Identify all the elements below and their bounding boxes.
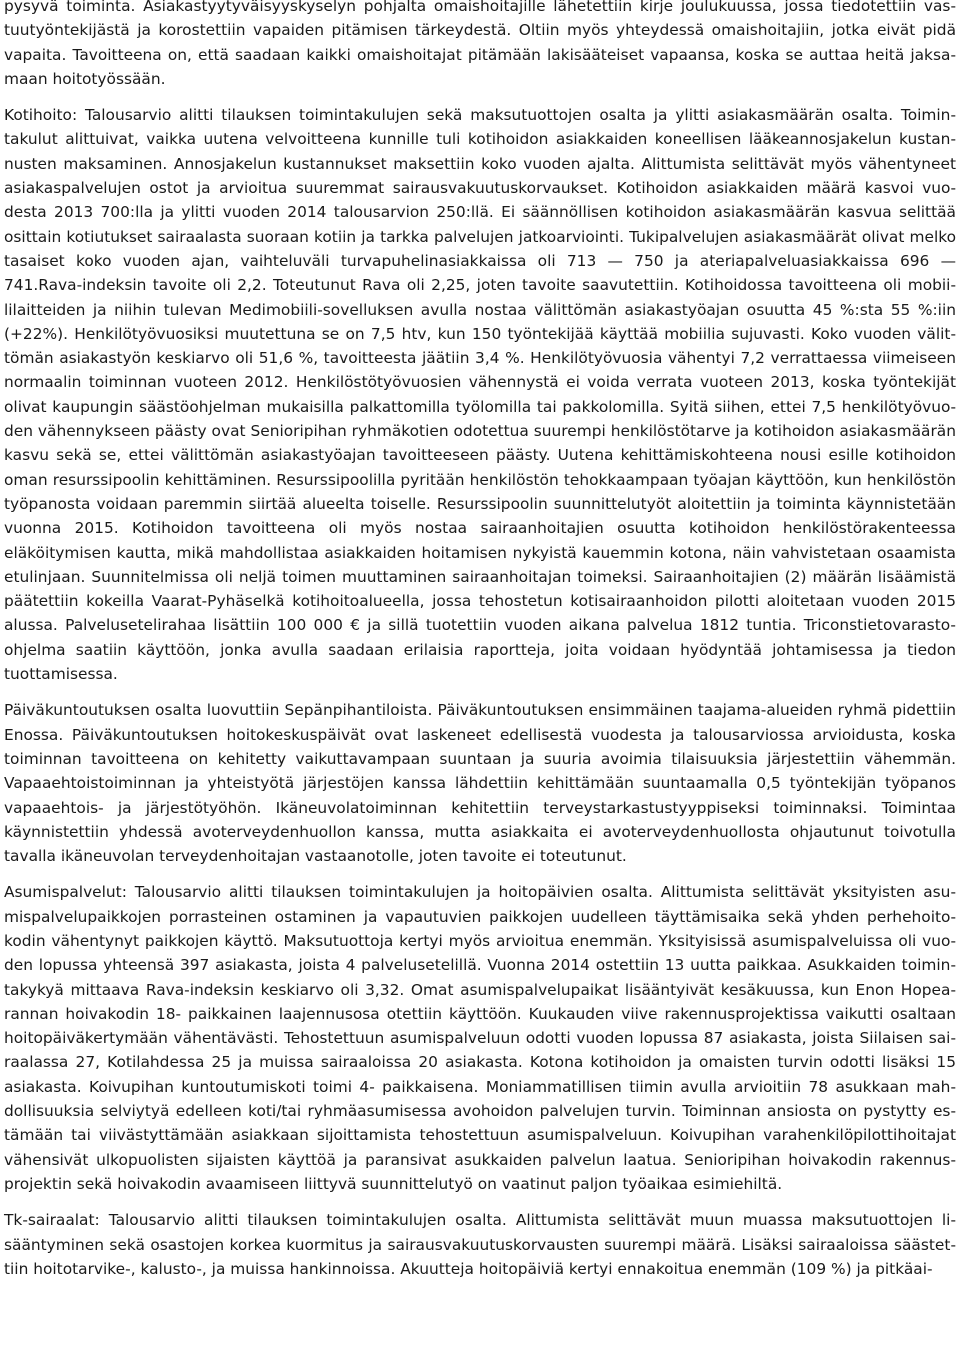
paragraph-omaishoito: pysyvä toiminta. Asiakastyytyväisyyskyselyn pohjalta omaishoitajille lähetettiin kirje joulukuussa, jossa tiedotettiin vastuutyöntekijästä ja korostettiin vapaiden pitämisen tärkeydestä. Oltiin myös yhteydessä omaishoitajiin, jotka eivät pidä vapaita. Tavoitteena on, että saadaan kaikki omaishoitajat pitämään lakisääteiset vapaansa, koska se auttaa heitä jaksamaan hoitotyössään. xyxy=(4,0,956,88)
paragraph-kotihoito: Kotihoito: Talousarvio alitti tilauksen toimintakulujen sekä maksutuottojen osalta ja ylitti asiakasmäärän osalta. Toimintakulut alittuivat, vaikka uutena velvoitteena kunnille tuli kotihoidon asiakkaiden koneellisen lääkeannosjakelun kustannusten maksaminen. Annosjakelun kustannukset maksettiin koko vuoden ajalta. Alittumista selittävät myös vähentyneet asiakaspalvelujen ostot ja arvioitua suuremmat sairausvakuutuskorvaukset. Kotihoidon asiakkaiden määrä kasvoi vuodesta 2013 700:lla ja ylitti vuoden 2014 talousarvion 250:llä. Ei säännöllisen kotihoidon asiakasmäärän kasvua selittää osittain kotiutukset sairaalasta suoraan kotiin ja tarkka palvelujen jatkoarviointi. Tukipalvelujen asiakasmäärät olivat melko tasaiset koko vuoden ajan, vaihteluväli turvapuhelinasiakkaissa oli 713 — 750 ja ateriapalveluasiakkaissa 696 — 741.Rava-indeksin tavoite oli 2,2. Toteutunut Rava oli 2,25, joten tavoite saavutettiin. Kotihoidossa tavoitteena oli mobiililaitteiden ja niihin tulevan Medimobiili-sovelluksen avulla nostaa välittömän asiakastyöajan osuutta 45 %:sta 55 %:iin (+22%). Henkilötyövuosiksi muutettuna se on 7,5 htv, kun 150 työntekijää käyttää mobiilia sujuvasti. Koko vuoden välittömän asiakastyön keskiarvo oli 51,6 %, tavoitteesta jäätiin 3,4 %. Henkilötyövuosia vähentyi 7,2 verrattaessa viimeiseen normaalin toiminnan vuoteen 2012. Henkilöstötyövuosien vähennystä ei voida verrata vuoteen 2013, koska työntekijät olivat kaupungin säästöohjelman mukaisilla palkattomilla työlomilla tai pakkolomilla. Syitä siihen, ettei 7,5 henkilötyövuoden vähennykseen päästy ovat Senioripihan ryhmäkotien odotettua suurempi henkilöstötarve ja kotihoidon asiakasmäärän kasvu sekä se, ettei välittömän asiakastyöajan tavoitteeseen päästy. Uutena kehittämiskohteena nousi esille kotihoidon oman resurssipoolin kehittäminen. Resurssipoolilla pyritään henkilöstön tehokkaampaan työajan käyttöön, kun henkilöstön työpanosta voidaan paremmin siirtää alueelta toiselle. Resurssipoolin suunnittelutyöt aloitettiin ja toiminta käynnistetään vuonna 2015. Kotihoidon tavoitteena oli myös nostaa sairaanhoitajien osuutta kotihoidon henkilöstörakenteessa eläköitymisen kautta, mikä mahdollistaa asiakkaiden hoitamisen nykyistä kauemmin kotona, näin vahvistetaan osaamista etulinjaan. Suunnitelmissa oli neljä toimen muuttaminen sairaanhoitajan toimeksi. Sairaanhoitajien (2) määrän lisäämistä päätettiin kokeilla Vaarat-Pyhäselkä kotihoitoalueella, jossa tehostetun kotisairaanhoidon pilotti aloitetaan vuoden 2015 alussa. Palvelusetelirahaa lisättiin 100 000 € ja sillä tuotettiin vuoden aikana palvelua 1812 tuntia. Triconstietovarasto-ohjelma saatiin käyttöön, jonka avulla saadaan erilaisia raportteja, joita voidaan hyödyntää johtamisessa ja tiedon tuottamisessa. xyxy=(4,106,956,684)
document-page xyxy=(4,0,956,1293)
paragraph-tk-sairaalat: Tk-sairaalat: Talousarvio alitti tilauksen toimintakulujen osalta. Alittumista selittävät muun muassa maksutuottojen lisääntyminen sekä osastojen korkea kuormitus ja sairausvakuutuskorvausten suurempi määrä. Lisäksi sairaaloissa säästettiin hoitotarvike-, kalusto-, ja muissa hankinnoissa. Akuutteja hoitopäiviä kertyi ennakoitua enemmän (109 %) ja pitkäai- xyxy=(4,1211,956,1278)
paragraph-asumispalvelut: Asumispalvelut: Talousarvio alitti tilauksen toimintakulujen ja hoitopäivien osalta. Alittumista selittävät yksityisten asumispalvelupaikkojen porrasteinen ostaminen ja vapautuvien paikkojen uudelleen täyttämisaika sekä yhden perhehoitokodin vähentynyt paikkojen käyttö. Maksutuottoja kertyi myös arvioitua enemmän. Yksityisissä asumispalveluissa oli vuoden lopussa yhteensä 397 asiakasta, joista 4 palvelusetelillä. Vuonna 2014 ostettiin 13 uutta paikkaa. Asukkaiden toimintakykyä mittaava Rava-indeksin keskiarvo oli 3,32. Omat asumispalvelupaikat lisääntyivät kesäkuussa, kun Enon Hopearannan hoivakodin 18- paikkainen laajennusosa otettiin käyttöön. Kuukauden viive rakennusprojektissa vaikutti osaltaan hoitopäiväkertymään vähentävästi. Tehostettuun asumispalveluun odotti vuoden lopussa 87 asiakasta, joista Siilaisen sairaalassa 27, Kotilahdessa 25 ja muissa sairaaloissa 20 asiakasta. Kotona kotihoidon ja omaisten turvin odotti lisäksi 15 asiakasta. Koivupihan kuntoutumiskoti toimi 4- paikkaisena. Moniammatillisen tiimin avulla arvioitiin 78 asukkaan mahdollisuuksia selviytyä edelleen koti/tai ryhmäasumisessa avohoidon palvelujen turvin. Toiminnan ansiosta on pystytty estämään tai viivästyttämään asiakkaan sijoittamista tehostettuun asumispalveluun. Koivupihan varahenkilöpilottihoitajat vähensivät ulkopuolisten sijaisten käyttöä ja paransivat asukkaiden palvelun laatua. Senioripihan hoivakodin rakennusprojektin sekä hoivakodin avaamiseen liittyvä suunnittelutyö on vaatinut paljon työaikaa esimiehiltä. xyxy=(4,883,956,1193)
paragraph-paivakuntoutus: Päiväkuntoutuksen osalta luovuttiin Sepänpihantiloista. Päiväkuntoutuksen ensimmäinen taajama-alueiden ryhmä pidettiin Enossa. Päiväkuntoutuksen hoitokeskuspäivät ovat laskeneet edellisestä vuodesta ja talousarviossa arvioidusta, koska toiminnan tavoitteena on kehitetty vaikuttavampaan suuntaan ja suuria avoimia tilaisuuksia järjestettiin vähemmän. Vapaaehtoistoiminnan ja yhteistyötä järjestöjen kanssa lähdettiin kehittämään suuntaamalla 0,5 työntekijän työpanos vapaaehtois- ja järjestötyöhön. Ikäneuvolatoiminnan kehitettiin terveystarkastustyyppiseksi toiminnaksi. Toimintaa käynnistettiin yhdessä avoterveydenhuollon kanssa, mutta asiakkaita ei avoterveydenhuollosta ohjautunut toivotulla tavalla ikäneuvolan terveydenhoitajan vastaanotolle, joten tavoite ei toteutunut. xyxy=(4,701,956,866)
